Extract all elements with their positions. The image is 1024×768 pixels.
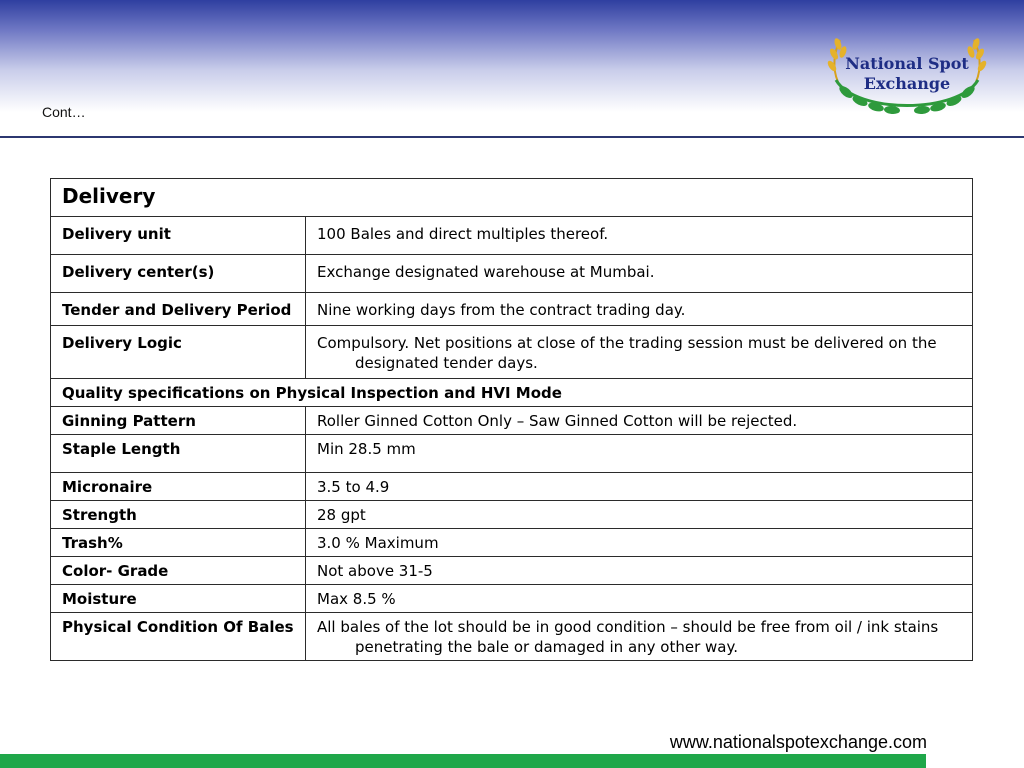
table-row — [51, 585, 973, 613]
row-key: Delivery center(s) — [51, 255, 306, 293]
row-key: Micronaire — [51, 473, 306, 501]
row-value: Exchange designated warehouse at Mumbai. — [306, 255, 973, 293]
table-row — [51, 217, 973, 255]
laurel-wreath-icon — [826, 30, 988, 116]
table-subheading-row — [51, 379, 973, 407]
row-value: Max 8.5 % — [306, 585, 973, 613]
row-key: Strength — [51, 501, 306, 529]
row-value: Nine working days from the contract trading day. — [306, 293, 973, 326]
row-value: Roller Ginned Cotton Only – Saw Ginned Cotton will be rejected. — [306, 407, 973, 435]
row-value: 3.0 % Maximum — [306, 529, 973, 557]
table-row — [51, 435, 973, 473]
row-value: All bales of the lot should be in good condition – should be free from oil / ink stains penetrating the bale or damaged in any other way. — [306, 613, 973, 661]
website-url: www.nationalspotexchange.com — [669, 732, 927, 752]
row-key: Physical Condition Of Bales — [51, 613, 306, 661]
row-value: Min 28.5 mm — [306, 435, 973, 473]
logo-text-line2: Exchange — [863, 74, 951, 93]
table-row — [51, 255, 973, 293]
quality-subheading: Quality specifications on Physical Inspection and HVI Mode — [51, 379, 973, 407]
section-title: Delivery — [51, 179, 973, 217]
row-key: Color- Grade — [51, 557, 306, 585]
table-row — [51, 326, 973, 379]
table-row — [51, 501, 973, 529]
row-key: Ginning Pattern — [51, 407, 306, 435]
footer-bar — [0, 754, 926, 768]
table-row — [51, 529, 973, 557]
table-section-row — [51, 179, 973, 217]
national-spot-exchange-logo — [826, 30, 988, 116]
row-value: 100 Bales and direct multiples thereof. — [306, 217, 973, 255]
row-key: Delivery unit — [51, 217, 306, 255]
header-divider — [0, 136, 1024, 138]
row-key: Moisture — [51, 585, 306, 613]
table-row — [51, 473, 973, 501]
table-row — [51, 613, 973, 661]
row-key: Delivery Logic — [51, 326, 306, 379]
continuation-label: Cont… — [42, 104, 86, 120]
row-key: Staple Length — [51, 435, 306, 473]
table-row — [51, 293, 973, 326]
delivery-spec-table — [50, 178, 973, 661]
row-key: Tender and Delivery Period — [51, 293, 306, 326]
row-value: 3.5 to 4.9 — [306, 473, 973, 501]
logo-text-line1: National Spot — [845, 54, 969, 73]
row-value: Compulsory. Net positions at close of the trading session must be delivered on the designated tender days. — [306, 326, 973, 379]
table-row — [51, 557, 973, 585]
row-value: 28 gpt — [306, 501, 973, 529]
row-value: Not above 31-5 — [306, 557, 973, 585]
table-row — [51, 407, 973, 435]
row-key: Trash% — [51, 529, 306, 557]
